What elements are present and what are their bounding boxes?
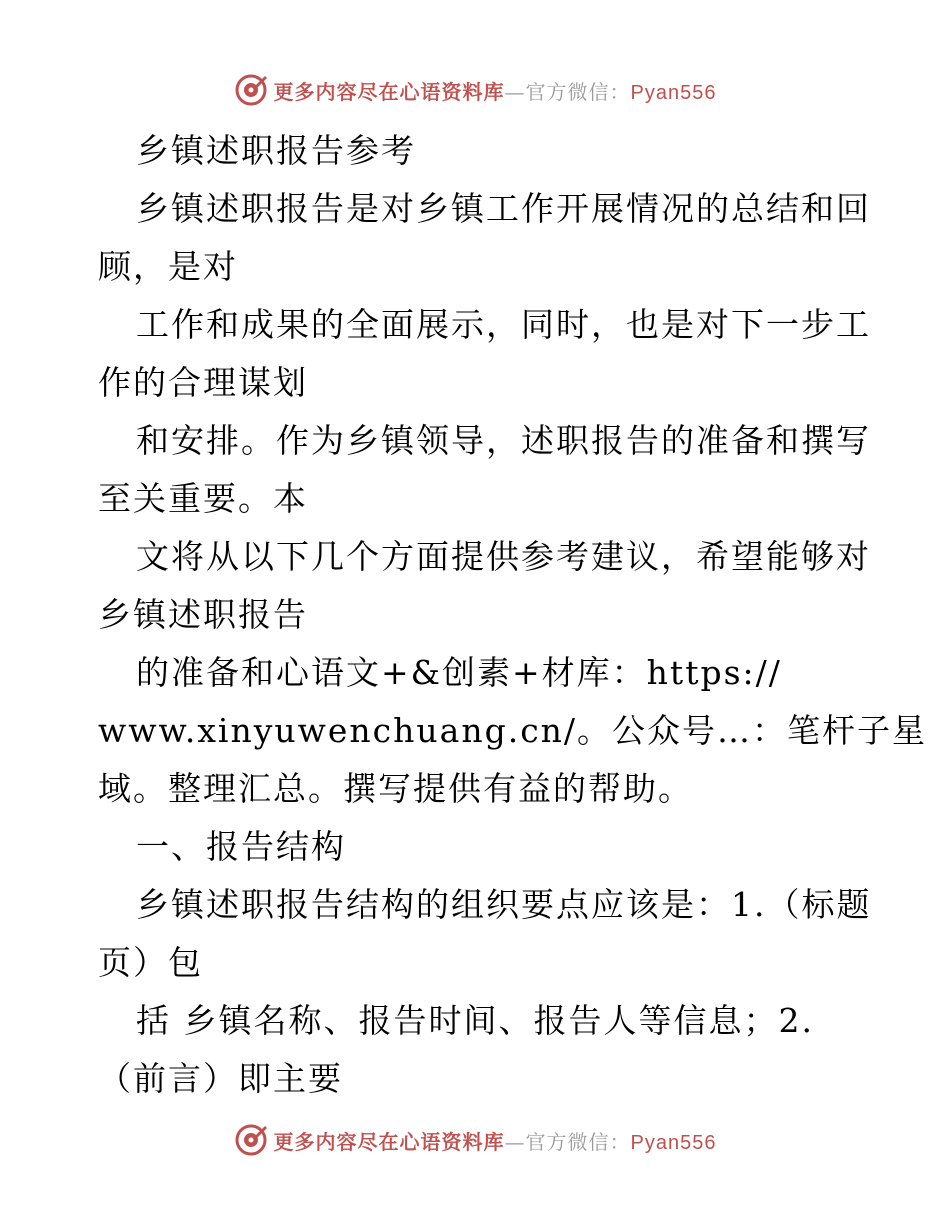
document-body <box>98 122 928 1108</box>
paragraph-line: 工作和成果的全面展示，同时，也是对下一步工 <box>136 305 871 344</box>
header-watermark <box>0 70 950 110</box>
pen-logo-icon <box>234 73 268 107</box>
paragraph-line: 顾，是对 <box>98 247 238 286</box>
paragraph-line: （前言）即主要 <box>98 1059 343 1098</box>
watermark-text: 更多内容尽在心语资料库—官方微信：Pyan556 <box>273 1129 717 1154</box>
paragraph-line: 和安排。作为乡镇领导，述职报告的准备和撰写 <box>136 421 871 460</box>
footer-watermark <box>0 1120 950 1160</box>
document-title: 乡镇述职报告参考 <box>136 131 416 170</box>
paragraph-line: 域。整理汇总。撰写提供有益的帮助。 <box>98 769 693 808</box>
paragraph-line: 至关重要。本 <box>98 479 308 518</box>
paragraph-line: www.xinyuwenchuang.cn/。公众号…：笔杆子星 <box>98 711 928 750</box>
paragraph-line: 页）包 <box>98 943 203 982</box>
paragraph-line: 乡镇述职报告是对乡镇工作开展情况的总结和回 <box>136 189 871 228</box>
paragraph-line: 乡镇述职报告结构的组织要点应该是：1.（标题 <box>136 885 872 924</box>
paragraph-line: 的准备和心语文+&创素+材库：https:// <box>136 653 782 692</box>
watermark-text: 更多内容尽在心语资料库—官方微信：Pyan556 <box>273 79 717 104</box>
section-heading: 一、报告结构 <box>136 827 346 866</box>
paragraph-line: 括 乡镇名称、报告时间、报告人等信息；2. <box>136 1001 814 1040</box>
pen-logo-icon <box>234 1123 268 1157</box>
paragraph-line: 文将从以下几个方面提供参考建议，希望能够对 <box>136 537 871 576</box>
paragraph-line: 作的合理谋划 <box>98 363 308 402</box>
paragraph-line: 乡镇述职报告 <box>98 595 308 634</box>
